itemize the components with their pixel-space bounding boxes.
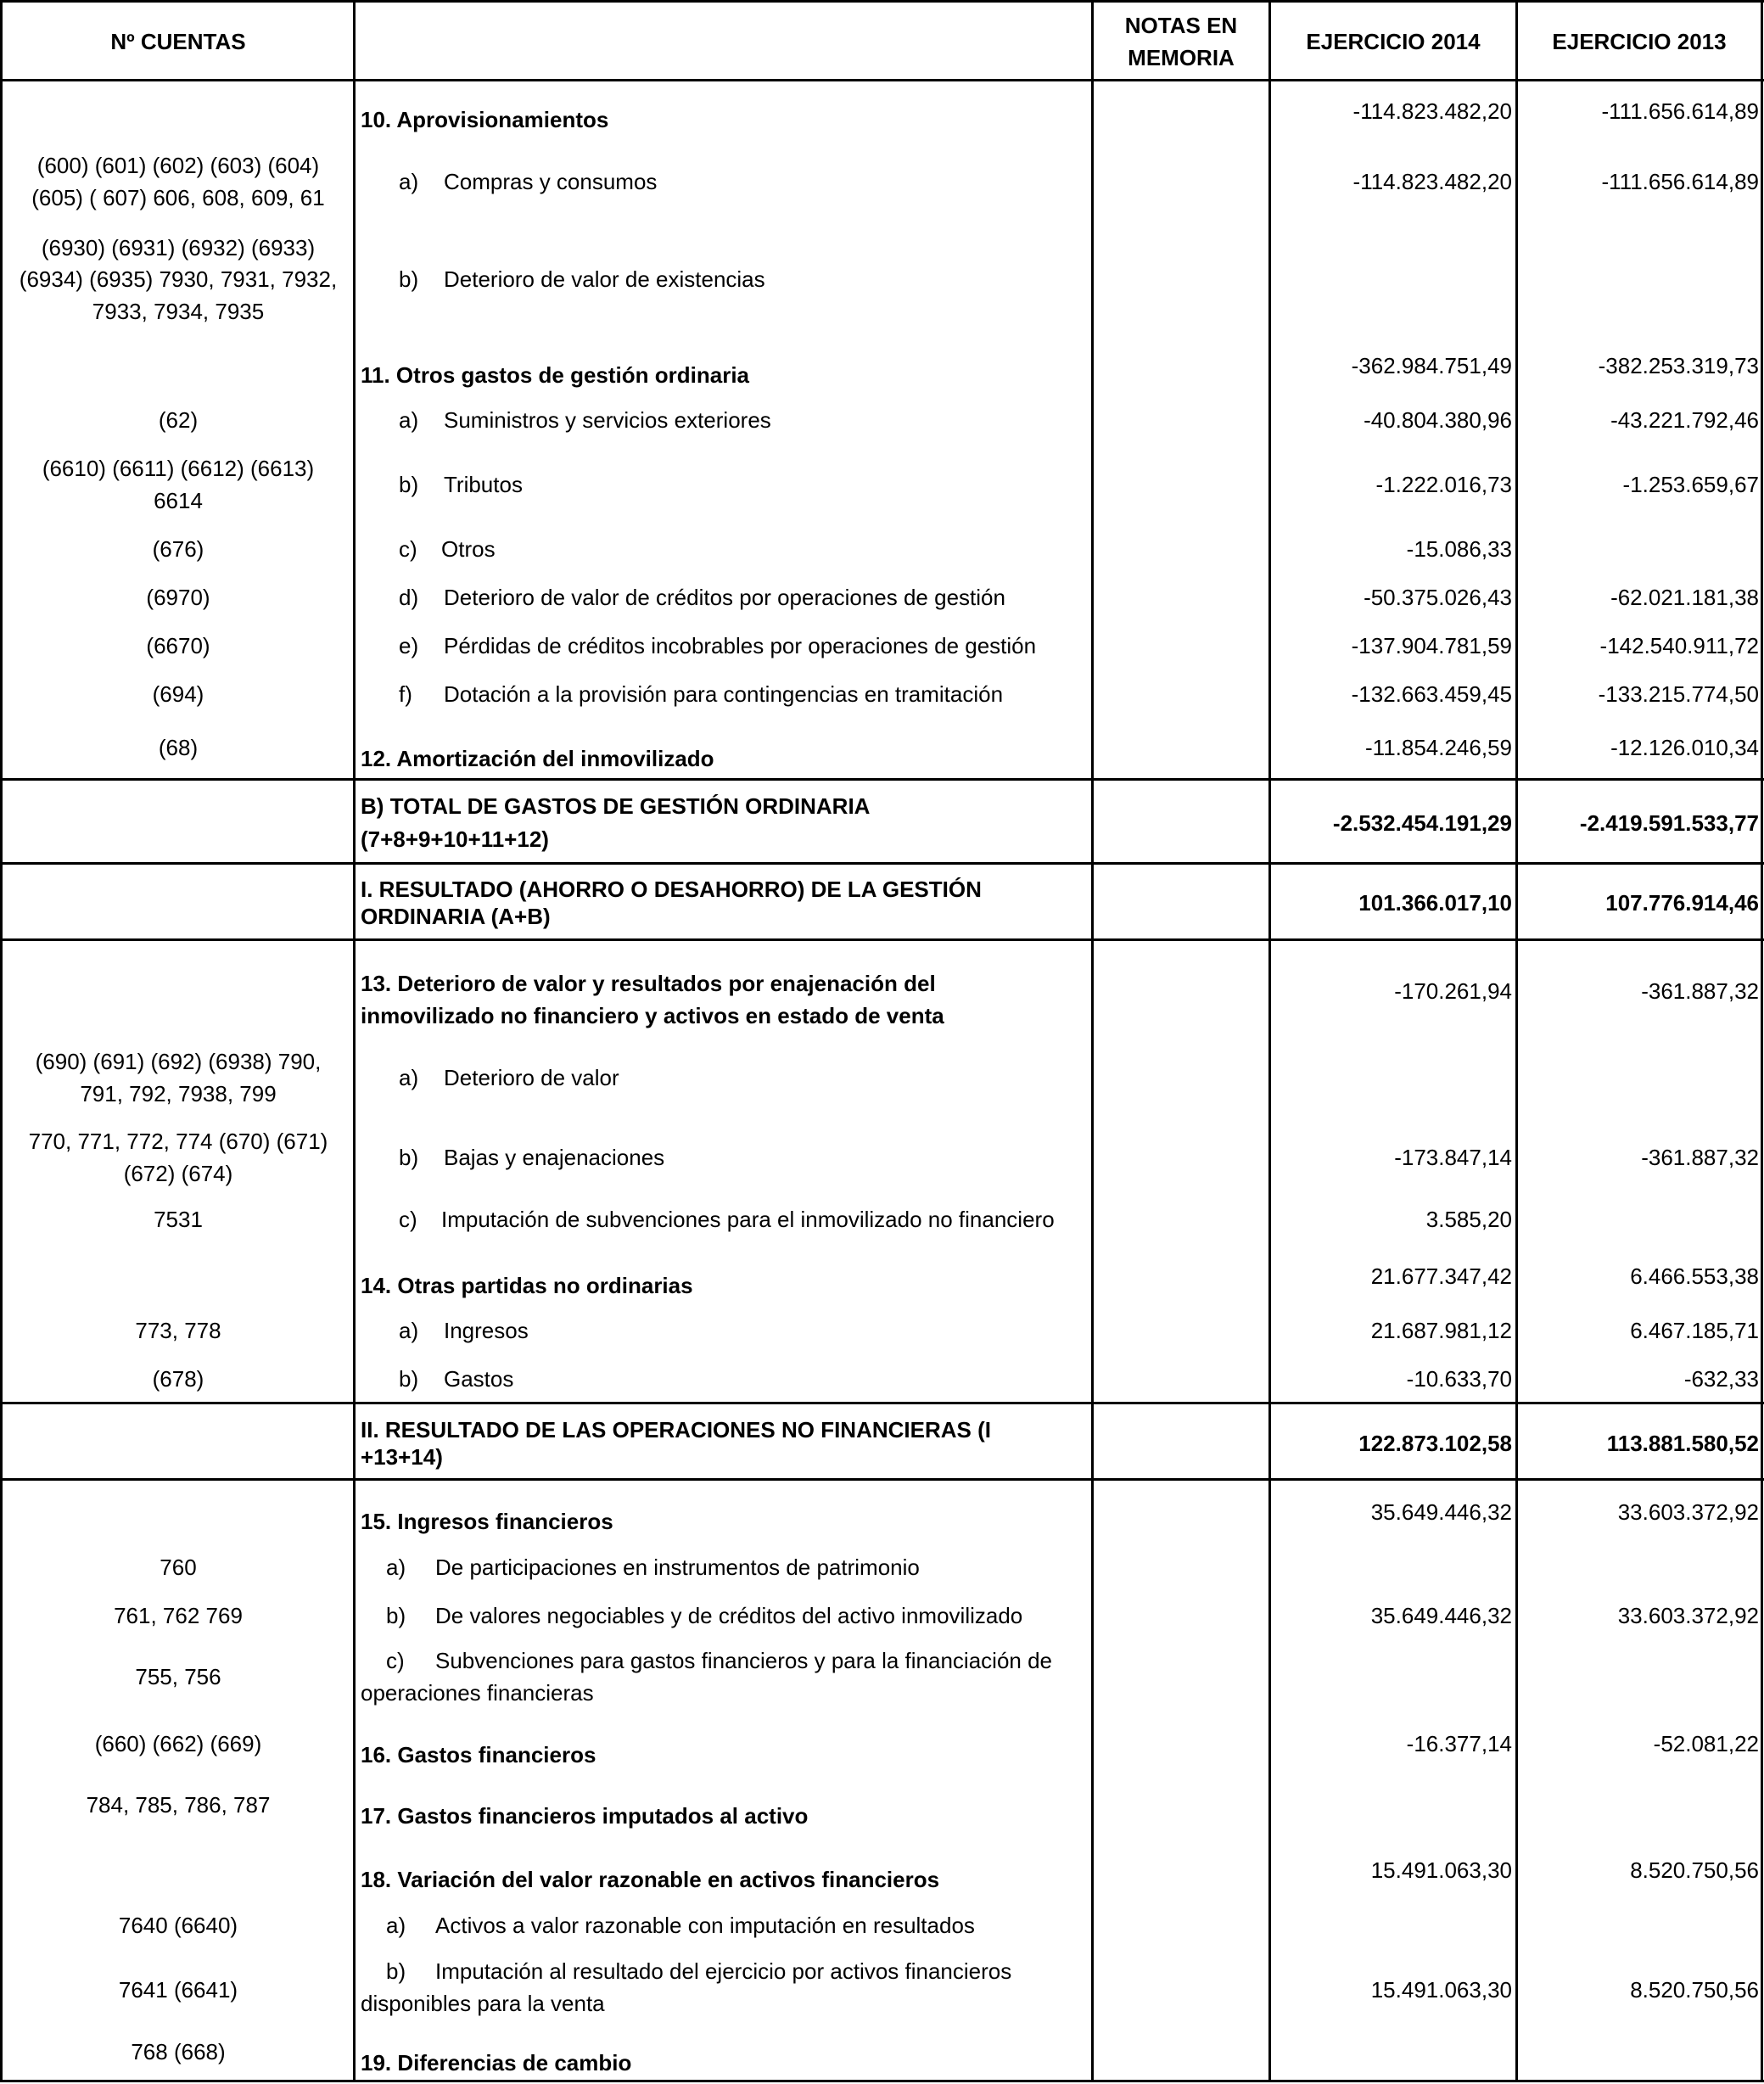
- row-14a-2014: 21.687.981,12: [1370, 1318, 1512, 1343]
- row-10a-marker: a): [399, 169, 419, 194]
- resultado-ii-label: II. RESULTADO DE LAS OPERACIONES NO FINANCIERAS (I: [361, 1417, 991, 1443]
- row-11a-2013: -43.221.792,46: [1610, 407, 1759, 433]
- column-line: [1515, 0, 1518, 2082]
- row-16-2014: -16.377,14: [1406, 1731, 1512, 1756]
- row-11-label: 11. Otros gastos de gestión ordinaria: [361, 362, 750, 388]
- row-14a-cuentas: 773, 778: [135, 1318, 221, 1343]
- row-10a-2014: -114.823.482,20: [1352, 169, 1512, 194]
- row-14a-label: Ingresos: [444, 1318, 529, 1343]
- row-17-cuentas: 784, 785, 786, 787: [86, 1792, 271, 1818]
- row-15c-marker: c): [386, 1648, 405, 1673]
- row-18b-label: disponibles para la venta: [361, 1991, 605, 2016]
- row-14-2013: 6.466.553,38: [1630, 1263, 1759, 1289]
- row-11c-marker: c): [399, 536, 417, 562]
- row-13b-2014: -173.847,14: [1394, 1145, 1512, 1170]
- row-16-2013: -52.081,22: [1653, 1731, 1759, 1756]
- row-10b-cuentas: 7933, 7934, 7935: [92, 299, 265, 324]
- total-b-2013: -2.419.591.533,77: [1579, 810, 1759, 836]
- row-18a-label: Activos a valor razonable con imputación en resultados: [435, 1913, 975, 1938]
- row-12-label: 12. Amortización del inmovilizado: [361, 746, 714, 771]
- row-12-2014: -11.854.246,59: [1365, 735, 1512, 760]
- row-15b-label: De valores negociables y de créditos del activo inmovilizado: [435, 1603, 1023, 1628]
- row-divider: [0, 1402, 1764, 1404]
- row-11a-marker: a): [399, 407, 419, 433]
- row-11f-cuentas: (694): [152, 681, 204, 707]
- row-11f-2013: -133.215.774,50: [1598, 681, 1759, 707]
- row-11f-label: Dotación a la provisión para contingencias en tramitación: [444, 681, 1004, 707]
- row-18b-2014: 15.491.063,30: [1370, 1977, 1512, 2003]
- row-13b-marker: b): [399, 1145, 419, 1170]
- row-15a-marker: a): [386, 1555, 406, 1580]
- row-10a-label: Compras y consumos: [444, 169, 658, 194]
- row-18b-label: Imputación al resultado del ejercicio por activos financieros: [435, 1958, 1012, 1984]
- row-13c-marker: c): [399, 1207, 417, 1232]
- row-16-cuentas: (660) (662) (669): [94, 1731, 262, 1756]
- header-notas-line2: MEMORIA: [1128, 45, 1235, 70]
- resultado-ii-2013: 113.881.580,52: [1606, 1431, 1759, 1456]
- row-14a-marker: a): [399, 1318, 419, 1343]
- row-15c-label: Subvenciones para gastos financieros y para la financiación de: [435, 1648, 1053, 1673]
- row-11b-2013: -1.253.659,67: [1622, 472, 1759, 497]
- resultado-ii-2014: 122.873.102,58: [1358, 1431, 1512, 1456]
- row-11a-cuentas: (62): [158, 407, 199, 433]
- column-line: [0, 0, 3, 2082]
- row-15-label: 15. Ingresos financieros: [361, 1509, 613, 1534]
- resultado-i-label: I. RESULTADO (AHORRO O DESAHORRO) DE LA GESTIÓN: [361, 877, 982, 902]
- resultado-i-2013: 107.776.914,46: [1605, 890, 1759, 916]
- total-b-label-formula: (7+8+9+10+11+12): [361, 826, 549, 852]
- row-15a-label: De participaciones en instrumentos de patrimonio: [435, 1555, 920, 1580]
- row-11c-2014: -15.086,33: [1406, 536, 1512, 562]
- row-18b-marker: b): [386, 1958, 406, 1984]
- row-15b-2013: 33.603.372,92: [1617, 1603, 1759, 1628]
- row-11d-label: Deterioro de valor de créditos por operaciones de gestión: [444, 585, 1005, 610]
- row-15b-marker: b): [386, 1603, 406, 1628]
- column-line: [1091, 0, 1094, 2082]
- row-divider: [0, 778, 1764, 781]
- row-12-2013: -12.126.010,34: [1610, 735, 1759, 760]
- row-11e-cuentas: (6670): [146, 633, 210, 658]
- row-13-label: inmovilizado no financiero y activos en estado de venta: [361, 1003, 944, 1028]
- row-19-label: 19. Diferencias de cambio: [361, 2050, 632, 2076]
- row-11d-marker: d): [399, 585, 419, 610]
- resultado-i-2014: 101.366.017,10: [1358, 890, 1512, 916]
- row-13-label: 13. Deterioro de valor y resultados por enajenación del: [361, 971, 936, 996]
- row-18-2014: 15.491.063,30: [1370, 1857, 1512, 1883]
- row-11c-label: Otros: [441, 536, 496, 562]
- row-13c-cuentas: 7531: [154, 1207, 203, 1232]
- row-10a-cuentas: (600) (601) (602) (603) (604): [36, 153, 320, 178]
- row-14b-label: Gastos: [444, 1366, 514, 1392]
- row-14b-2013: -632,33: [1683, 1366, 1759, 1392]
- total-b-label: B) TOTAL DE GASTOS DE GESTIÓN ORDINARIA: [361, 793, 871, 819]
- row-13b-cuentas: 770, 771, 772, 774 (670) (671): [28, 1129, 328, 1154]
- header-divider: [0, 79, 1764, 81]
- row-divider: [0, 938, 1764, 941]
- row-18a-marker: a): [386, 1913, 406, 1938]
- column-line: [1268, 0, 1271, 2082]
- row-13c-2014: 3.585,20: [1425, 1207, 1512, 1232]
- row-10b-cuentas: (6934) (6935) 7930, 7931, 7932,: [19, 266, 338, 292]
- header-ejercicio-2014: EJERCICIO 2014: [1306, 29, 1481, 54]
- row-11b-cuentas: 6614: [154, 488, 203, 513]
- total-b-2014: -2.532.454.191,29: [1332, 810, 1512, 836]
- row-10-label: 10. Aprovisionamientos: [361, 107, 609, 132]
- row-13-2013: -361.887,32: [1641, 978, 1759, 1004]
- row-15b-cuentas: 761, 762 769: [114, 1603, 243, 1628]
- row-13b-label: Bajas y enajenaciones: [444, 1145, 665, 1170]
- row-13a-cuentas: 791, 792, 7938, 799: [80, 1081, 277, 1106]
- row-11b-2014: -1.222.016,73: [1375, 472, 1512, 497]
- resultado-i-label: ORDINARIA (A+B): [361, 904, 551, 929]
- row-18b-cuentas: 7641 (6641): [118, 1977, 238, 2003]
- row-18b-2013: 8.520.750,56: [1630, 1977, 1759, 2003]
- row-11b-label: Tributos: [444, 472, 523, 497]
- row-14b-cuentas: (678): [152, 1366, 204, 1392]
- row-11a-2014: -40.804.380,96: [1364, 407, 1512, 433]
- row-14-label: 14. Otras partidas no ordinarias: [361, 1273, 693, 1298]
- row-10-2013: -111.656.614,89: [1601, 98, 1759, 124]
- row-11f-2014: -132.663.459,45: [1351, 681, 1512, 707]
- column-line: [353, 0, 356, 2082]
- header-ejercicio-2013: EJERCICIO 2013: [1552, 29, 1727, 54]
- row-13b-2013: -361.887,32: [1641, 1145, 1759, 1170]
- row-14b-marker: b): [399, 1366, 419, 1392]
- row-12-cuentas: (68): [158, 735, 199, 760]
- row-10-2014: -114.823.482,20: [1352, 98, 1512, 124]
- row-11-2013: -382.253.319,73: [1598, 353, 1759, 378]
- row-18-label: 18. Variación del valor razonable en activos financieros: [361, 1867, 940, 1892]
- row-10a-cuentas: (605) ( 607) 606, 608, 609, 61: [31, 185, 325, 210]
- row-15c-label: operaciones financieras: [361, 1680, 594, 1706]
- header-cuentas: Nº CUENTAS: [110, 29, 246, 54]
- row-13c-label: Imputación de subvenciones para el inmovilizado no financiero: [441, 1207, 1055, 1232]
- row-18-2013: 8.520.750,56: [1630, 1857, 1759, 1883]
- row-divider: [0, 1478, 1764, 1481]
- row-11b-marker: b): [399, 472, 419, 497]
- row-17-label: 17. Gastos financieros imputados al activo: [361, 1803, 809, 1829]
- row-11f-marker: f): [399, 681, 412, 707]
- row-13b-cuentas: (672) (674): [123, 1161, 233, 1186]
- row-13-2014: -170.261,94: [1394, 978, 1512, 1004]
- row-14a-2013: 6.467.185,71: [1630, 1318, 1759, 1343]
- row-15c-cuentas: 755, 756: [135, 1664, 221, 1689]
- row-10a-2013: -111.656.614,89: [1601, 169, 1759, 194]
- row-15-2013: 33.603.372,92: [1617, 1499, 1759, 1525]
- row-19-cuentas: 768 (668): [131, 2039, 226, 2064]
- row-11c-cuentas: (676): [152, 536, 204, 562]
- table-border-top: [0, 0, 1764, 3]
- row-11-2014: -362.984.751,49: [1351, 353, 1512, 378]
- row-11e-marker: e): [399, 633, 419, 658]
- row-11b-cuentas: (6610) (6611) (6612) (6613): [42, 456, 315, 481]
- row-16-label: 16. Gastos financieros: [361, 1742, 596, 1767]
- row-11e-label: Pérdidas de créditos incobrables por operaciones de gestión: [444, 633, 1037, 658]
- row-18a-cuentas: 7640 (6640): [118, 1913, 238, 1938]
- row-10b-cuentas: (6930) (6931) (6932) (6933): [41, 235, 316, 260]
- resultado-ii-label: +13+14): [361, 1444, 443, 1470]
- row-10b-label: Deterioro de valor de existencias: [444, 266, 765, 292]
- header-notas-line1: NOTAS EN: [1124, 13, 1238, 38]
- row-15a-cuentas: 760: [160, 1555, 197, 1580]
- column-line: [1761, 0, 1763, 2082]
- row-11a-label: Suministros y servicios exteriores: [444, 407, 771, 433]
- table-border-bottom: [0, 2080, 1764, 2082]
- row-10b-marker: b): [399, 266, 419, 292]
- row-11d-cuentas: (6970): [146, 585, 210, 610]
- row-13a-marker: a): [399, 1065, 419, 1090]
- row-divider: [0, 862, 1764, 865]
- row-11d-2014: -50.375.026,43: [1364, 585, 1512, 610]
- row-14b-2014: -10.633,70: [1406, 1366, 1512, 1392]
- row-13a-cuentas: (690) (691) (692) (6938) 790,: [35, 1049, 322, 1074]
- row-15b-2014: 35.649.446,32: [1370, 1603, 1512, 1628]
- row-14-2014: 21.677.347,42: [1370, 1263, 1512, 1289]
- row-15-2014: 35.649.446,32: [1370, 1499, 1512, 1525]
- row-13a-label: Deterioro de valor: [444, 1065, 619, 1090]
- row-11e-2013: -142.540.911,72: [1599, 633, 1759, 658]
- row-11d-2013: -62.021.181,38: [1610, 585, 1759, 610]
- row-11e-2014: -137.904.781,59: [1351, 633, 1512, 658]
